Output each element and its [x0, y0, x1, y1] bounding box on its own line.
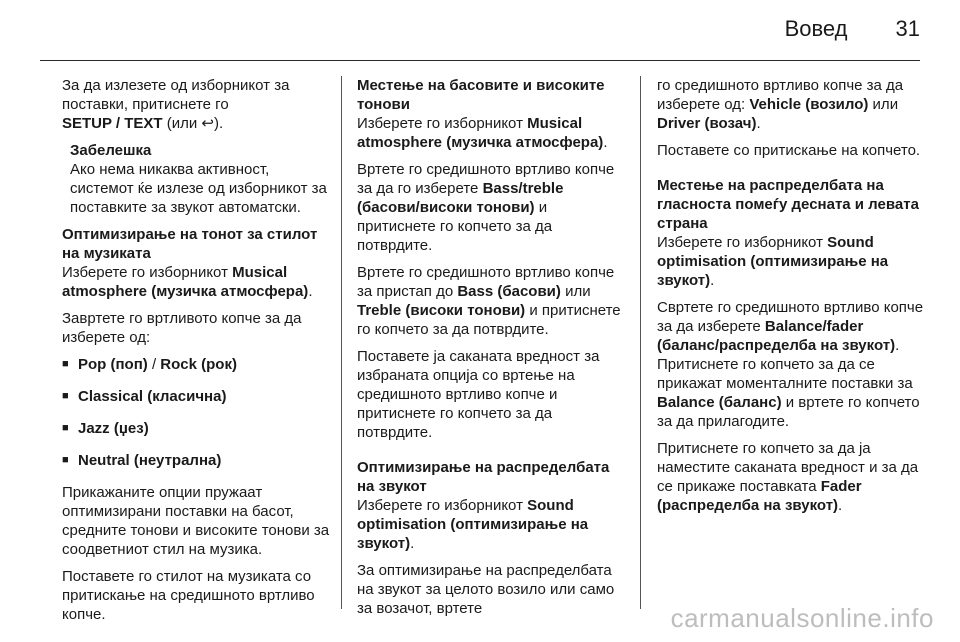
section-title: Вовед	[784, 16, 848, 41]
note-body: Ако нема никаква активност, системот ќе излезе од изборникот за поставките за звукот автоматски.	[70, 161, 327, 216]
header-rule	[40, 60, 920, 61]
section-heading: Местење на распределбата на гласноста помеѓу десната и левата страна	[657, 177, 919, 232]
section-heading: Местење на басовите и високите тонови	[357, 77, 605, 113]
page-header	[40, 16, 920, 56]
body-paragraph: Вртете го средишното вртливо копче за да го изберете Bass/treble (басови/високи тонови) и притиснете го копчето за да потврдите.	[357, 161, 615, 254]
list-item: ■ Pop (поп) / Rock (рок)	[62, 355, 332, 374]
select-menu-instruction: Изберете го изборникот Musical atmosphere (музичка атмосфера).	[357, 115, 608, 151]
select-menu-instruction: Изберете го изборникот Sound optimisation (оптимизирање на звукот).	[657, 234, 889, 289]
body-paragraph: За оптимизирање на распределбата на звукот за целото возило или само за возачот, вртете	[357, 562, 615, 617]
setup-text-key: SETUP / TEXT	[62, 115, 163, 132]
turn-knob-instruction: Завртете го вртливото копче за да изберете од:	[62, 310, 302, 346]
note-box	[70, 141, 332, 217]
section-heading: Оптимизирање на тонот за стилот на музиката	[62, 226, 318, 262]
page-number: 31	[895, 16, 920, 41]
list-item: ■ Classical (класична)	[62, 387, 332, 406]
body-paragraph: Прикажаните опции пружаат оптимизирани поставки на басот, средните тонови и високите тонови за соодветниот стил на музика.	[62, 484, 330, 558]
watermark: carmanualsonline.info	[670, 603, 934, 633]
body-paragraph: Свртете го средишното вртливо копче за да изберете Balance/fader (баланс/распределба на звукот). Притиснете го копчето за да се прикажат моменталните поставки за Balance (баланс) и вртете го копчето за да прилагодите.	[657, 299, 924, 430]
body-paragraph: Поставете со притискање на копчето.	[657, 142, 921, 159]
column-divider	[640, 76, 641, 609]
column-divider	[341, 76, 342, 609]
return-icon: ↩	[201, 115, 214, 132]
body-paragraph: го средишното вртливо копче за да изберете од: Vehicle (возило) или Driver (возач).	[657, 77, 904, 132]
body-paragraph: Вртете го средишното вртливо копче за пристап до Bass (басови) или Treble (високи тонови) и притиснете го копчето за да потврдите.	[357, 264, 621, 338]
body-paragraph: Притиснете го копчето за да ја наместите саканата вредност и за да се прикаже поставката Fader (распределба на звукот).	[657, 440, 919, 514]
exit-instruction: За да излезете од изборникот за поставки, притиснете го SETUP / TEXT (или ↩).	[62, 77, 290, 132]
select-menu-instruction: Изберете го изборникот Musical atmosphere (музичка атмосфера).	[62, 264, 313, 300]
column-2	[357, 76, 627, 626]
select-menu-instruction: Изберете го изборникот Sound optimisation (оптимизирање на звукот).	[357, 497, 589, 552]
column-1	[62, 76, 332, 632]
section-heading: Оптимизирање на распределбата на звукот	[357, 459, 610, 495]
body-paragraph: Поставете ја саканата вредност за избраната опција со вртење на средишното вртливо копче и притиснете го копчето за да потврдите.	[357, 348, 600, 441]
list-item: ■ Jazz (џез)	[62, 419, 332, 438]
column-3	[657, 76, 927, 523]
list-item: ■ Neutral (неутрална)	[62, 451, 332, 470]
note-title: Забелешка	[70, 142, 152, 159]
body-paragraph: Поставете го стилот на музиката со притискање на средишното вртливо копче.	[62, 568, 315, 623]
